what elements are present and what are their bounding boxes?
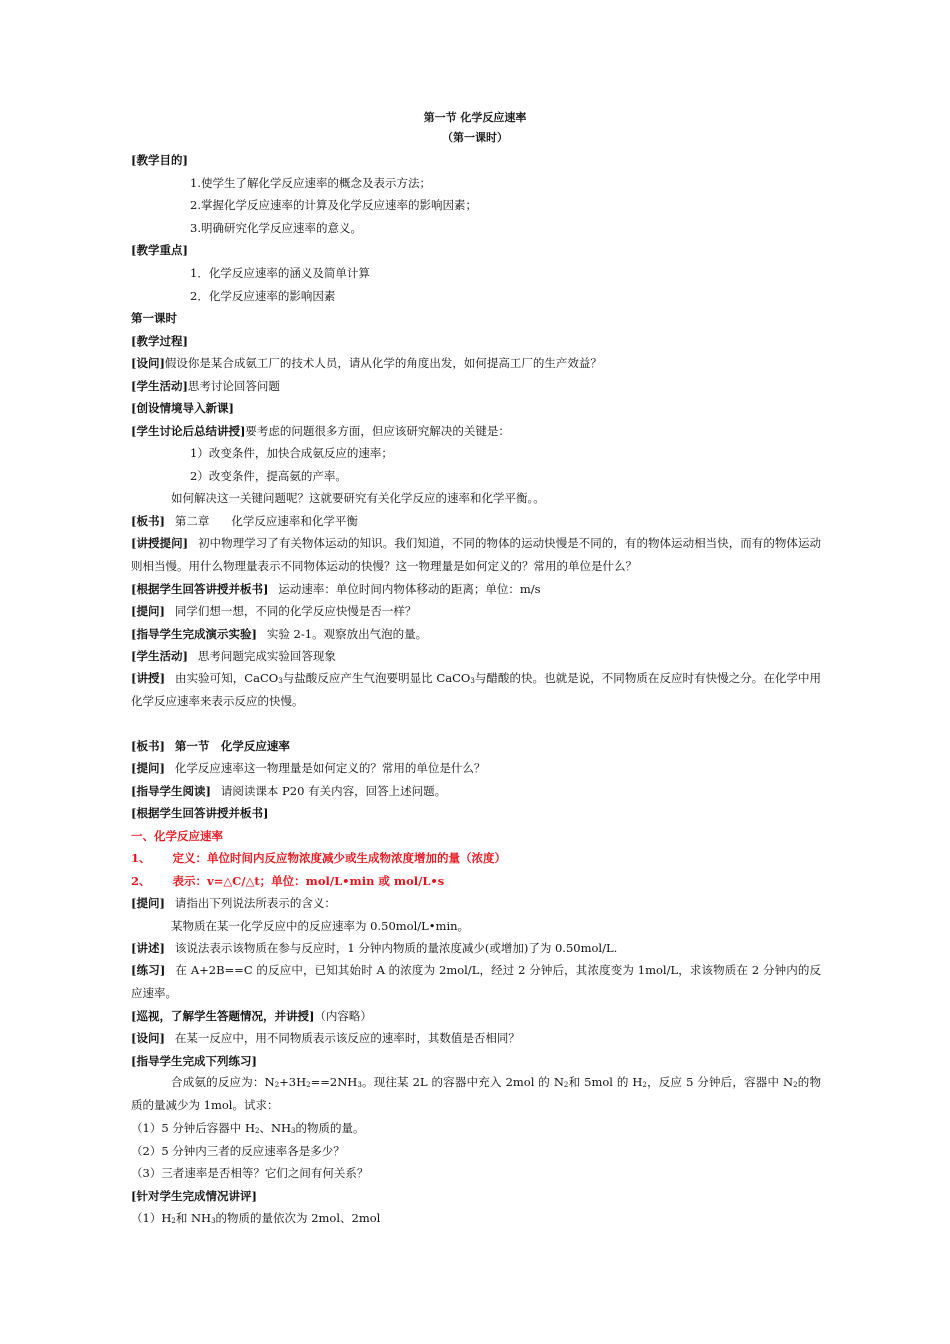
example-line: 某物质在某一化学反应中的反应速率为 0.50mol/L•min。 (171, 919, 470, 933)
subquestion-line: （2）5 分钟内三者的反应速率各是多少？ (131, 1144, 345, 1158)
summary-item: 1）改变条件，加快合成氨反应的速率； (190, 446, 393, 460)
paragraph-label: [巡视，了解学生答题情况，并讲授] (131, 1009, 315, 1023)
paragraph-label: [提问] (131, 604, 165, 618)
paragraph-text: 请指出下列说法所表示的含义： (174, 896, 336, 910)
question-paragraph (131, 1030, 520, 1046)
question-paragraph (131, 355, 602, 371)
paragraph-label: [学生活动] (131, 649, 188, 663)
board-paragraph (131, 581, 541, 597)
paragraph-text: 在 A+2B==C 的反应中，已知其始时 A 的浓度为 2mol/L，经过 2 分钟后，其浓度变为 1mol/L，求该物质在 2 分钟内的反应速率。 (131, 963, 821, 1000)
paragraph-label: [学生活动] (131, 379, 188, 393)
paragraph-label: [板书] (131, 514, 165, 528)
focus-heading: [教学重点] (131, 243, 188, 257)
paragraph-text: 化学反应速率这一物理量是如何定义的？常用的单位是什么？ (174, 761, 486, 775)
formula-line: 2、 表示：v=△C/△t；单位：mol/L•min 或 mol/L•s (131, 874, 445, 888)
question-paragraph (131, 895, 336, 911)
aim-item: 3.明确研究化学反应速率的意义。 (190, 221, 362, 235)
paragraph-label: [指导学生阅读] (131, 784, 211, 798)
paragraph-label: [学生讨论后总结讲授] (131, 424, 246, 438)
paragraph-label: [讲述] (131, 941, 165, 955)
patrol-paragraph (131, 1008, 372, 1024)
paragraph-text: 实验 2-1。观察放出气泡的量。 (266, 627, 428, 641)
guide-label: [指导学生完成下列练习] (131, 1054, 257, 1068)
paragraph-label: [提问] (131, 761, 165, 775)
review-label: [针对学生完成情况讲评] (131, 1189, 257, 1203)
question-paragraph (131, 760, 485, 776)
question-paragraph (131, 603, 416, 619)
aims-heading: [教学目的] (131, 153, 188, 167)
explain-paragraph (131, 532, 821, 578)
paragraph-label: [讲授提问] (131, 536, 189, 550)
board-label: [根据学生回答讲授并板书] (131, 806, 269, 820)
paragraph-text: 初中物理学习了有关物体运动的知识。我们知道，不同的物体的运动快慢是不同的，有的物体运动相当快，而有的物体运动则相当慢。用什么物理量表示不同物体运动的快慢？这一物理量是如何定义的？常用的单位是什么？ (131, 536, 821, 573)
paragraph-label: [设问] (131, 356, 165, 370)
guide-paragraph (131, 626, 427, 642)
paragraph-text: 该说法表示该物质在参与反应时，1 分钟内物质的量浓度减少(或增加)了为 0.50mol/L. (174, 941, 618, 955)
paragraph-label: [指导学生完成演示实验] (131, 627, 257, 641)
paragraph-text: 第一节 化学反应速率 (174, 739, 290, 753)
paragraph-text: 运动速率：单位时间内物体移动的距离；单位：m/s (278, 582, 541, 596)
paragraph-text: 在某一反应中，用不同物质表示该反应的速率时，其数值是否相同？ (174, 1031, 520, 1045)
paragraph-label: [提问] (131, 896, 165, 910)
exercise-paragraph (131, 959, 821, 1005)
board-paragraph (131, 738, 290, 754)
subquestion-line: （3）三者速率是否相等？它们之间有何关系？ (131, 1166, 369, 1180)
lesson-label: 第一课时 (131, 311, 177, 325)
subquestion-line: （1）5 分钟后容器中 $H_2$、$NH_3$的物质的量。 (131, 1121, 365, 1135)
paragraph-text: 假设你是某合成氨工厂的技术人员，请从化学的角度出发，如何提高工厂的生产效益？ (164, 356, 602, 370)
paragraph-label: [讲授] (131, 671, 166, 685)
activity-paragraph (131, 648, 336, 664)
board-paragraph (131, 513, 358, 529)
problem-paragraph: 合成氨的反应为：$N_2+3H_2==2NH_3$。现往某 2L 的容器中充入 2mol 的 $N_2$和 5mol 的 $H_2$，反应 5 分钟后，容器中 $N_2$的物质的量减少为 1mol。试求： (131, 1075, 821, 1112)
aim-item: 1.使学生了解化学反应速率的概念及表示方法； (190, 176, 431, 190)
guide-paragraph (131, 783, 446, 799)
paragraph-label: [根据学生回答讲授并板书] (131, 582, 269, 596)
paragraph-text: 要考虑的问题很多方面，但应该研究解决的关键是： (245, 424, 510, 438)
focus-item: 1．化学反应速率的涵义及简单计算 (190, 266, 370, 280)
red-heading: 一、化学反应速率 (131, 829, 223, 843)
paragraph-label: [练习] (131, 963, 166, 977)
definition-line: 1、 定义：单位时间内反应物浓度减少或生成物浓度增加的量（浓度） (131, 851, 507, 865)
paragraph-text: 思考讨论回答问题 (187, 379, 280, 393)
section-subtitle: （第一课时） (442, 131, 508, 144)
paragraph-label: [设问] (131, 1031, 165, 1045)
paragraph-text: 第二章 (174, 514, 210, 528)
summary-item: 2）改变条件，提高氨的产率。 (190, 469, 347, 483)
section-title: 第一节 化学反应速率 (423, 111, 527, 124)
paragraph-label: [板书] (131, 739, 165, 753)
paragraph-text: 化学反应速率和化学平衡 (231, 514, 358, 528)
process-heading: [教学过程] (131, 334, 188, 348)
paragraph-text: 请阅读课本 P20 有关内容，回答上述问题。 (220, 784, 447, 798)
answer-line: $(1)H_2$和 $NH_3$的物质的量依次为 2mol、2mol (131, 1211, 381, 1225)
summary-paragraph (131, 423, 510, 439)
narration-paragraph (131, 940, 617, 956)
paragraph-text: 思考问题完成实验回答现象 (197, 649, 336, 663)
intro-label: [创设情境导入新课] (131, 401, 234, 415)
lecture-paragraph: [讲授] 由实验可知，CaCO$_3$与盐酸反应产生气泡要明显比 CaCO$_3$与醋酸的快。也就是说，不同物质在反应时有快慢之分。在化学中用化学反应速率来表示反应的快慢。 (131, 671, 821, 708)
paragraph-text: （内容略） (314, 1009, 372, 1023)
activity-paragraph (131, 378, 280, 394)
focus-item: 2．化学反应速率的影响因素 (190, 289, 336, 303)
paragraph-text: 同学们想一想，不同的化学反应快慢是否一样？ (174, 604, 417, 618)
aim-item: 2.掌握化学反应速率的计算及化学反应速率的影响因素； (190, 198, 477, 212)
summary-conclusion: 如何解决这一关键问题呢？这就要研究有关化学反应的速率和化学平衡。。 (171, 491, 545, 505)
